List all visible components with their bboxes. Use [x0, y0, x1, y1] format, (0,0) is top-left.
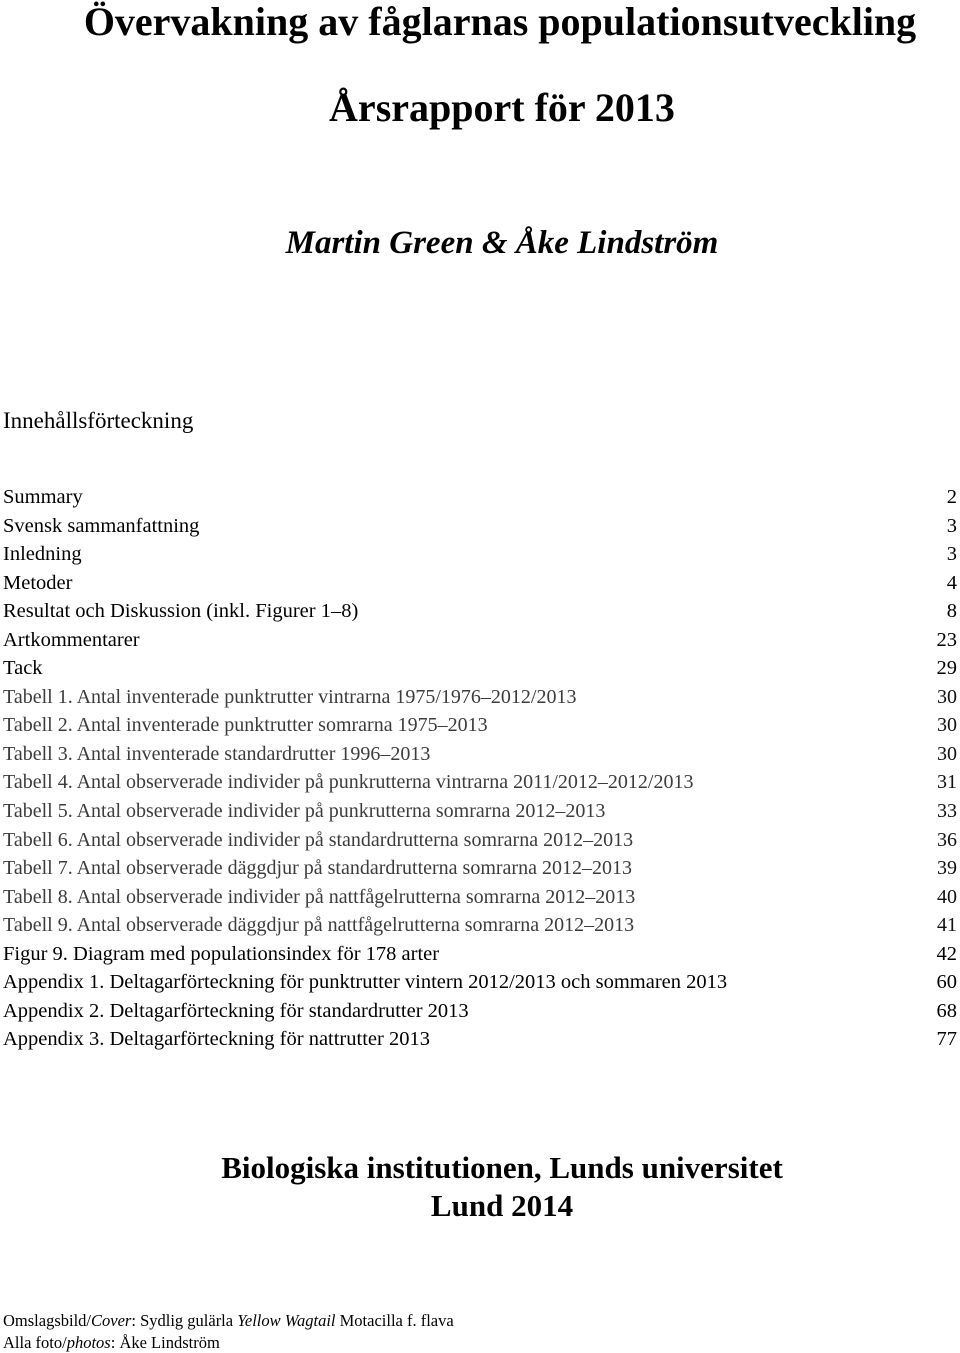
toc-entry-label: Tabell 1. Antal inventerade punktrutter vintrarna 1975/1976–2012/2013 — [3, 685, 577, 708]
report-title: Övervakning av fåglarnas populationsutveckling — [83, 0, 917, 44]
toc-entry-page: 40 — [937, 885, 957, 908]
toc-entry — [3, 911, 957, 940]
toc-entry — [3, 768, 957, 797]
toc-entry-page: 30 — [937, 714, 957, 737]
toc-entry — [3, 540, 957, 569]
toc-entry-page: 68 — [936, 999, 957, 1022]
toc-entry — [3, 883, 957, 912]
toc-entry — [3, 940, 957, 969]
toc-entry-label: Tabell 8. Antal observerade individer på nattfågelrutterna somrarna 2012–2013 — [3, 885, 636, 908]
toc-entry — [3, 854, 957, 883]
toc-entry-page: 36 — [937, 828, 957, 851]
toc-entry — [3, 968, 957, 997]
toc-entry — [3, 997, 957, 1026]
toc-entry-label: Appendix 3. Deltagarförteckning för nattrutter 2013 — [3, 1028, 430, 1051]
cover-credit — [3, 1311, 454, 1331]
photo-credit — [3, 1333, 220, 1353]
toc-entry-page: 3 — [946, 514, 957, 537]
toc-entry-page: 30 — [937, 685, 957, 708]
report-subtitle: Årsrapport för 2013 — [329, 85, 675, 130]
toc-entry-label: Appendix 2. Deltagarförteckning för standardrutter 2013 — [3, 999, 469, 1022]
toc-entry-page: 39 — [937, 857, 957, 880]
toc-entry-label: Metoder — [3, 571, 73, 594]
toc-entry-page: 33 — [937, 800, 957, 823]
toc-entry-label: Tabell 5. Antal observerade individer på punkrutterna somrarna 2012–2013 — [3, 800, 606, 823]
toc-entry-label: Figur 9. Diagram med populationsindex för 178 arter — [3, 942, 440, 965]
cover-english-name: Yellow Wagtail — [237, 1311, 336, 1330]
toc-heading: Innehållsförteckning — [3, 408, 194, 433]
toc-entry-label: Svensk sammanfattning — [3, 514, 200, 537]
toc-entry — [3, 1025, 957, 1054]
toc-entry-page: 41 — [937, 914, 957, 937]
toc-entry-label: Resultat och Diskussion (inkl. Figurer 1–8) — [3, 600, 359, 623]
toc-entry-label: Appendix 1. Deltagarförteckning för punktrutter vintern 2012/2013 och sommaren 2013 — [3, 971, 728, 994]
toc-entry-label: Tack — [3, 657, 43, 680]
institution-name: Biologiska institutionen, Lunds universitet — [221, 1150, 783, 1185]
toc-entry — [3, 797, 957, 826]
toc-entry — [3, 626, 957, 655]
toc-entry — [3, 683, 957, 712]
toc-entry-label: Tabell 9. Antal observerade däggdjur på nattfågelrutterna somrarna 2012–2013 — [3, 914, 635, 937]
toc-entry — [3, 597, 957, 626]
toc-entry-page: 30 — [937, 742, 957, 765]
table-of-contents — [3, 483, 957, 1054]
toc-entry-page: 29 — [936, 657, 957, 680]
toc-entry-label: Tabell 2. Antal inventerade punktrutter somrarna 1975–2013 — [3, 714, 488, 737]
toc-entry-page: 60 — [936, 971, 957, 994]
toc-entry — [3, 569, 957, 598]
toc-entry — [3, 826, 957, 855]
toc-entry-page: 42 — [936, 942, 957, 965]
toc-entry — [3, 483, 957, 512]
toc-entry-page: 4 — [946, 571, 957, 594]
toc-entry — [3, 711, 957, 740]
toc-entry-label: Tabell 3. Antal inventerade standardrutter 1996–2013 — [3, 742, 431, 765]
cover-swedish-name: Sydlig gulärla — [140, 1311, 238, 1330]
toc-entry-page: 23 — [936, 628, 957, 651]
toc-entry — [3, 740, 957, 769]
toc-entry-page: 2 — [946, 486, 957, 508]
toc-entry — [3, 512, 957, 541]
toc-entry-label: Summary — [3, 486, 83, 508]
toc-entry-page: 3 — [946, 543, 957, 566]
photo-sep: : — [110, 1333, 120, 1352]
photo-label-sv: Alla foto/ — [3, 1333, 67, 1352]
photo-label-en: photos — [66, 1333, 111, 1352]
toc-entry-label: Tabell 4. Antal observerade individer på punkrutterna vintrarna 2011/2012–2012/2013 — [3, 771, 694, 794]
photographer-name: Åke Lindström — [119, 1333, 220, 1352]
toc-entry-label: Tabell 6. Antal observerade individer på standardrutterna somrarna 2012–2013 — [3, 828, 634, 851]
report-authors: Martin Green & Åke Lindström — [285, 225, 719, 261]
toc-entry-page: 31 — [937, 771, 957, 794]
cover-label-sv: Omslagsbild/ — [3, 1311, 92, 1330]
toc-entry-page: 77 — [936, 1028, 957, 1051]
toc-entry-label: Inledning — [3, 543, 82, 566]
toc-entry — [3, 654, 957, 683]
place-and-year: Lund 2014 — [430, 1188, 574, 1223]
cover-sep: : — [131, 1311, 141, 1330]
toc-entry-label: Artkommentarer — [3, 628, 140, 651]
toc-entry-page: 8 — [946, 600, 957, 623]
cover-label-en: Cover — [91, 1311, 132, 1330]
toc-entry-label: Tabell 7. Antal observerade däggdjur på standardrutterna somrarna 2012–2013 — [3, 857, 632, 880]
cover-latin-name: Motacilla f. flava — [335, 1311, 454, 1330]
